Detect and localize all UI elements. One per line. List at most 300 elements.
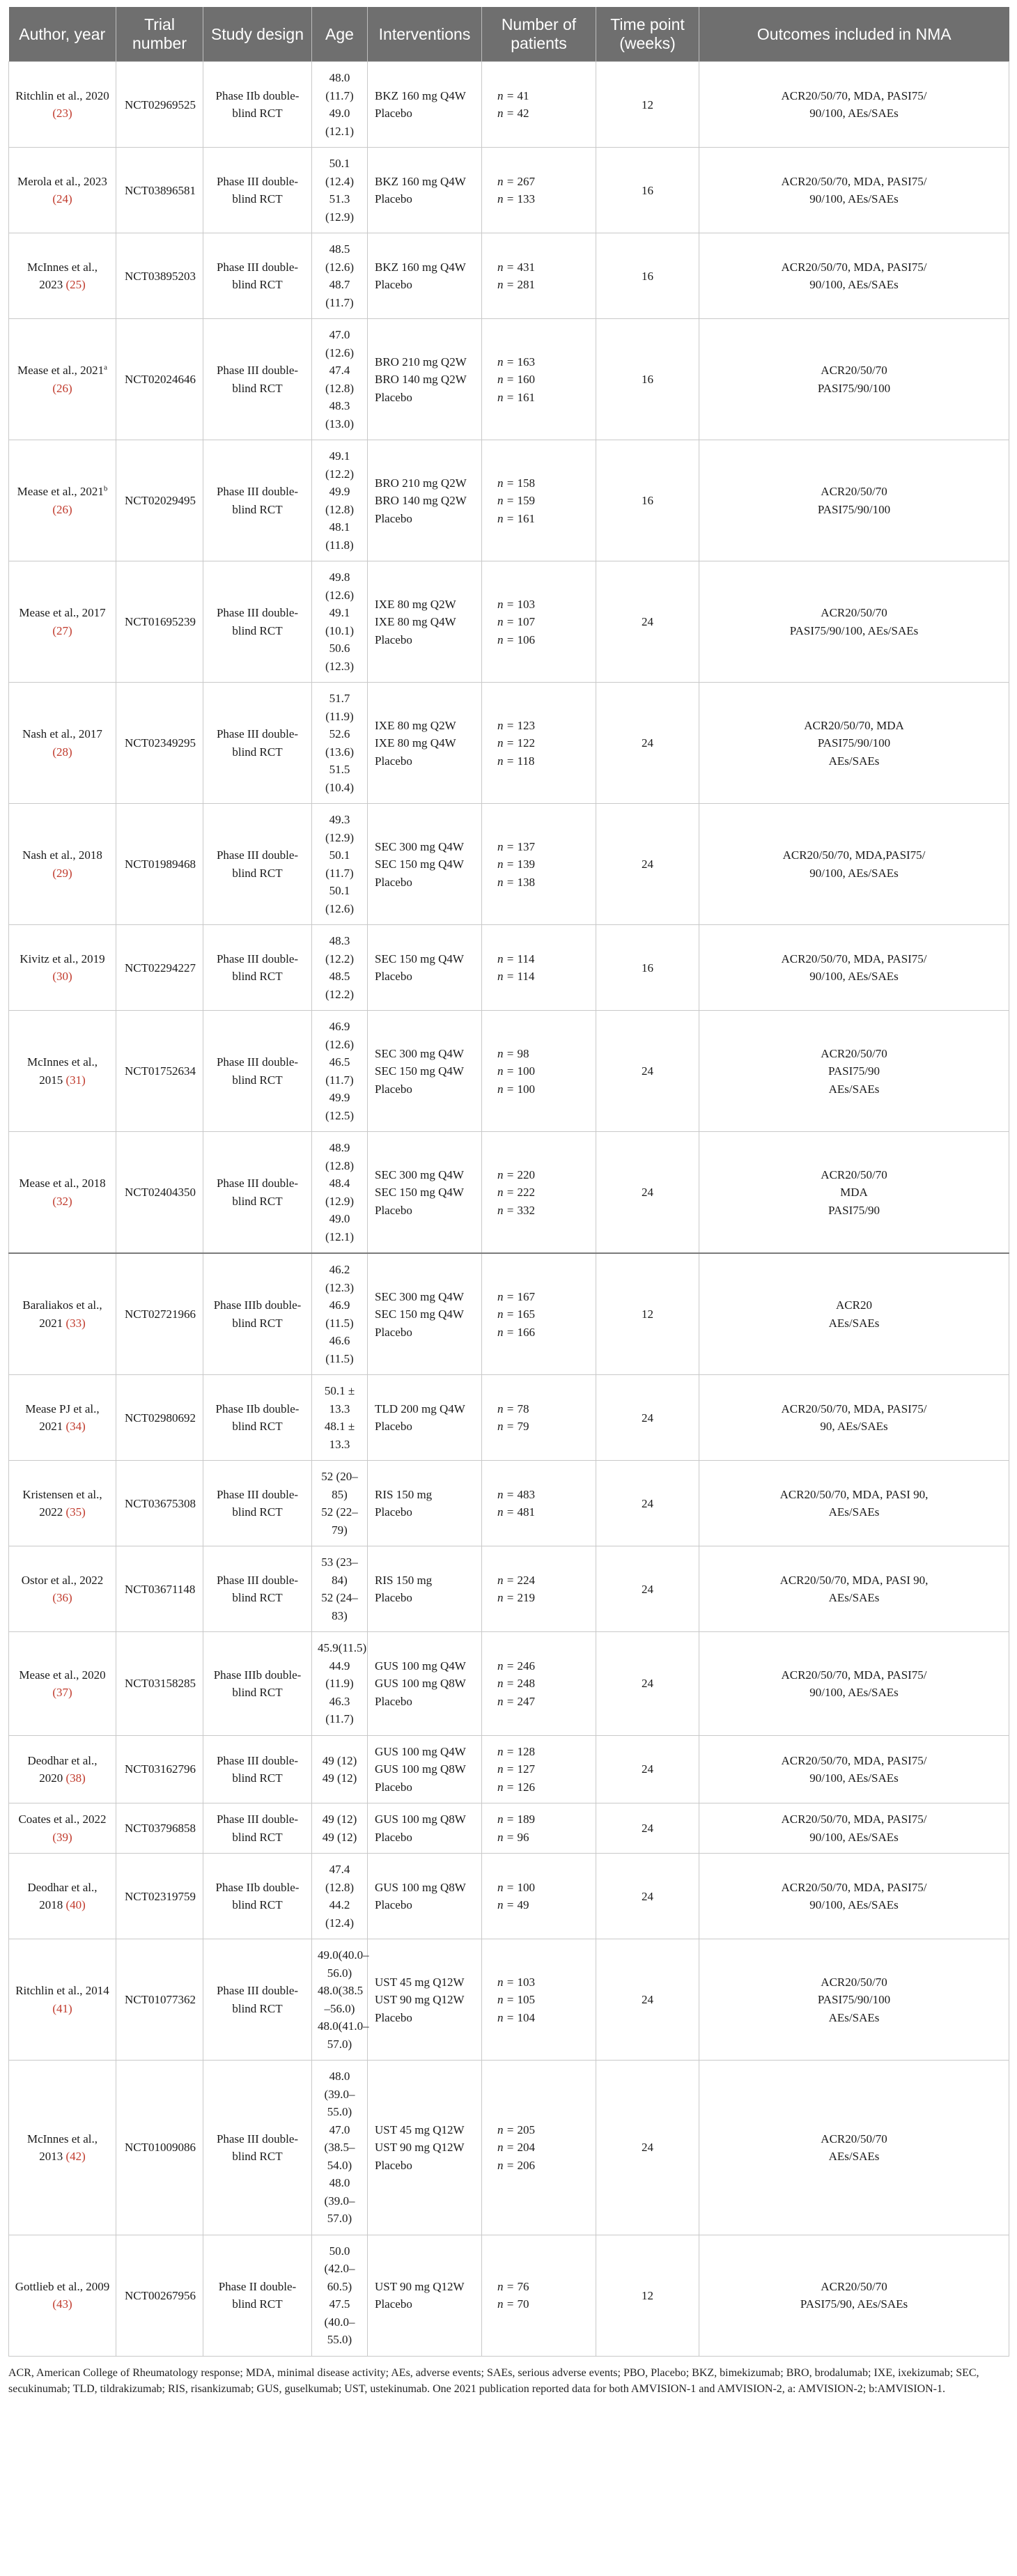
age-line: 49.0 xyxy=(329,1212,350,1226)
age-line: 48.1 ± xyxy=(324,1420,355,1434)
cell-outcomes xyxy=(699,1375,1009,1461)
cell-trial-number: NCT03671148 xyxy=(116,1546,203,1632)
cell-time-point: 16 xyxy=(596,148,699,233)
age-line: (12.5) xyxy=(325,1108,355,1122)
cell-trial-number: NCT02404350 xyxy=(116,1132,203,1254)
reference-link[interactable]: (23) xyxy=(52,107,72,121)
n-prefix: n = xyxy=(497,1780,518,1794)
age-line: 50.1 xyxy=(329,848,350,862)
patient-count-value: 70 xyxy=(517,2297,529,2311)
patient-count xyxy=(497,474,590,492)
table-row xyxy=(9,440,1009,561)
cell-number-of-patients xyxy=(482,925,596,1011)
n-prefix: n = xyxy=(497,1659,518,1673)
n-prefix: n = xyxy=(497,952,518,965)
intervention-line: UST 45 mg Q12W xyxy=(375,1975,465,1989)
header-age: Age xyxy=(312,7,368,62)
reference-link[interactable]: (38) xyxy=(65,1771,86,1785)
age-line: 47.5 xyxy=(329,2297,350,2311)
patient-count-value: 100 xyxy=(517,1880,535,1894)
intervention-line: Placebo xyxy=(375,192,412,206)
age-line: 50.1 xyxy=(329,884,350,898)
cell-number-of-patients xyxy=(482,1632,596,1736)
patient-count xyxy=(497,613,590,631)
cell-outcomes xyxy=(699,2235,1009,2356)
age-line: 44.2 xyxy=(329,1898,350,1912)
patient-count-value: 100 xyxy=(517,1082,535,1096)
n-prefix: n = xyxy=(497,2010,518,2024)
cell-study-design: Phase IIIb double-blind RCT xyxy=(203,1253,312,1375)
n-prefix: n = xyxy=(497,718,518,732)
outcome-line: 90/100, AEs/SAEs xyxy=(809,970,899,984)
outcome-line: 90/100, AEs/SAEs xyxy=(809,1830,899,1844)
table-header-row xyxy=(9,7,1009,62)
reference-link[interactable]: (27) xyxy=(52,623,72,637)
intervention-line: BRO 140 mg Q2W xyxy=(375,373,467,386)
cell-age xyxy=(312,1011,368,1132)
intervention-line: BRO 210 mg Q2W xyxy=(375,476,467,490)
intervention-line: Placebo xyxy=(375,107,412,121)
patient-count xyxy=(497,510,590,528)
intervention-line: Placebo xyxy=(375,1830,412,1844)
author-text: Nash et al., 2018 xyxy=(22,848,102,862)
patient-count-value: 105 xyxy=(517,1993,535,2006)
patient-count xyxy=(497,2121,590,2139)
author-text: Mease et al., 2018 xyxy=(19,1177,106,1190)
outcome-line: ACR20/50/70 xyxy=(821,1167,887,1181)
n-prefix: n = xyxy=(497,278,518,292)
cell-author xyxy=(9,233,116,319)
intervention-line: RIS 150 mg xyxy=(375,1573,433,1587)
age-line: 56.0) xyxy=(327,1966,352,1980)
cell-number-of-patients xyxy=(482,1132,596,1254)
author-text: Mease et al., 2021 xyxy=(17,485,104,499)
patient-count-value: 205 xyxy=(517,2123,535,2136)
age-line: 48.5 xyxy=(329,970,350,984)
age-line: (11.7) xyxy=(325,1712,354,1726)
intervention-line: GUS 100 mg Q4W xyxy=(375,1659,466,1673)
n-prefix: n = xyxy=(497,260,518,274)
cell-age xyxy=(312,1546,368,1632)
cell-author xyxy=(9,1735,116,1803)
cell-time-point: 12 xyxy=(596,2235,699,2356)
age-line: –56.0) xyxy=(324,2001,355,2015)
cell-trial-number: NCT00267956 xyxy=(116,2235,203,2356)
cell-time-point: 24 xyxy=(596,1803,699,1854)
patient-count-value: 122 xyxy=(517,736,535,750)
intervention-line: Placebo xyxy=(375,875,412,889)
intervention-line: Placebo xyxy=(375,278,412,292)
patient-count xyxy=(497,2139,590,2157)
n-prefix: n = xyxy=(497,2297,518,2311)
intervention-line: SEC 300 mg Q4W xyxy=(375,1167,464,1181)
patient-count-value: 41 xyxy=(517,88,529,102)
patient-count-value: 79 xyxy=(517,1420,529,1434)
cell-interventions xyxy=(368,1854,482,1939)
cell-number-of-patients xyxy=(482,1803,596,1854)
patient-count-value: 220 xyxy=(517,1167,535,1181)
cell-age xyxy=(312,2235,368,2356)
outcome-line: ACR20/50/70, MDA, PASI75/ xyxy=(781,1668,927,1682)
n-prefix: n = xyxy=(497,511,518,525)
outcome-line: PASI75/90/100 xyxy=(817,1993,891,2006)
age-line: (13.6) xyxy=(325,745,355,759)
intervention-line: Placebo xyxy=(375,754,412,768)
patient-count-value: 106 xyxy=(517,633,535,646)
outcome-line: ACR20 xyxy=(836,1298,872,1312)
age-line: 47.0 xyxy=(329,2123,350,2136)
n-prefix: n = xyxy=(497,858,518,871)
cell-study-design: Phase III double-blind RCT xyxy=(203,804,312,925)
reference-link[interactable]: (29) xyxy=(52,866,72,880)
n-prefix: n = xyxy=(497,2279,518,2293)
cell-time-point: 24 xyxy=(596,1546,699,1632)
patient-count-value: 139 xyxy=(517,858,535,871)
patient-count xyxy=(497,631,590,649)
header-author: Author, year xyxy=(9,7,116,62)
cell-outcomes xyxy=(699,561,1009,683)
outcome-line: ACR20/50/70, MDA xyxy=(804,718,904,732)
age-line: 50.1 xyxy=(329,157,350,171)
cell-interventions xyxy=(368,62,482,148)
cell-outcomes xyxy=(699,1253,1009,1375)
cell-trial-number: NCT03158285 xyxy=(116,1632,203,1736)
cell-time-point: 24 xyxy=(596,1854,699,1939)
outcome-line: 90, AEs/SAEs xyxy=(820,1420,888,1434)
patient-count xyxy=(497,717,590,735)
patient-count-value: 281 xyxy=(517,278,535,292)
intervention-line: Placebo xyxy=(375,1780,412,1794)
cell-author xyxy=(9,1132,116,1254)
reference-link[interactable]: (34) xyxy=(65,1420,86,1434)
cell-outcomes xyxy=(699,1939,1009,2061)
cell-author xyxy=(9,440,116,561)
outcome-line: PASI75/90/100 xyxy=(817,736,891,750)
n-prefix: n = xyxy=(497,1046,518,1060)
age-line: (12.8) xyxy=(325,502,355,516)
outcome-line: ACR20/50/70, MDA, PASI75/ xyxy=(781,952,927,965)
cell-time-point: 24 xyxy=(596,1461,699,1546)
cell-trial-number: NCT03896581 xyxy=(116,148,203,233)
age-line: (12.9) xyxy=(325,1194,355,1208)
patient-count-value: 128 xyxy=(517,1744,535,1758)
cell-study-design: Phase III double-blind RCT xyxy=(203,1011,312,1132)
cell-study-design: Phase III double-blind RCT xyxy=(203,319,312,440)
table-row xyxy=(9,1375,1009,1461)
patient-count-value: 104 xyxy=(517,2010,535,2024)
age-line: 48.0 xyxy=(329,2070,350,2084)
patient-count-value: 96 xyxy=(517,1830,529,1844)
patient-count xyxy=(497,389,590,407)
age-line: 51.3 xyxy=(329,192,350,206)
age-line: (12.1) xyxy=(325,1229,355,1243)
n-prefix: n = xyxy=(497,1880,518,1894)
cell-interventions xyxy=(368,1375,482,1461)
intervention-line: BRO 210 mg Q2W xyxy=(375,355,467,368)
cell-time-point: 24 xyxy=(596,804,699,925)
cell-study-design: Phase III double-blind RCT xyxy=(203,2061,312,2235)
intervention-line: BKZ 160 mg Q4W xyxy=(375,260,466,274)
cell-trial-number: NCT02024646 xyxy=(116,319,203,440)
n-prefix: n = xyxy=(497,970,518,984)
patient-count-value: 206 xyxy=(517,2158,535,2172)
cell-time-point: 24 xyxy=(596,1011,699,1132)
outcome-line: AEs/SAEs xyxy=(828,1316,880,1330)
cell-outcomes xyxy=(699,1132,1009,1254)
intervention-line: GUS 100 mg Q8W xyxy=(375,1677,466,1691)
cell-number-of-patients xyxy=(482,683,596,804)
outcome-line: PASI75/90, AEs/SAEs xyxy=(800,2297,908,2311)
patient-count xyxy=(497,1657,590,1675)
outcome-line: ACR20/50/70, MDA, PASI75/ xyxy=(781,88,927,102)
age-line: (11.7) xyxy=(325,1073,354,1087)
age-line: 49.0(40.0– xyxy=(318,1948,369,1962)
intervention-line: Placebo xyxy=(375,1420,412,1434)
outcome-line: ACR20/50/70 xyxy=(821,606,887,620)
n-prefix: n = xyxy=(497,1813,518,1826)
cell-age xyxy=(312,62,368,148)
age-line: (12.2) xyxy=(325,987,355,1001)
reference-link[interactable]: (40) xyxy=(65,1898,86,1912)
age-line: (12.6) xyxy=(325,588,355,602)
intervention-line: IXE 80 mg Q4W xyxy=(375,615,456,628)
cell-author xyxy=(9,1461,116,1546)
author-text: Deodhar et al., 2020 xyxy=(27,1753,98,1785)
intervention-line: IXE 80 mg Q4W xyxy=(375,736,456,750)
outcome-line: PASI75/90/100 xyxy=(817,502,891,516)
patient-count-value: 123 xyxy=(517,718,535,732)
author-text: Deodhar et al., 2018 xyxy=(27,1880,98,1912)
n-prefix: n = xyxy=(497,597,518,611)
outcome-line: AEs/SAEs xyxy=(828,1505,880,1519)
age-line: (12.3) xyxy=(325,659,355,673)
cell-study-design: Phase III double-blind RCT xyxy=(203,1735,312,1803)
age-line: 48.4 xyxy=(329,1177,350,1190)
intervention-line: Placebo xyxy=(375,2010,412,2024)
age-line: 85) xyxy=(332,1487,348,1501)
reference-link[interactable]: (39) xyxy=(52,1830,72,1844)
outcome-line: ACR20/50/70 xyxy=(821,2279,887,2293)
age-line: 46.2 xyxy=(329,1263,350,1277)
n-prefix: n = xyxy=(497,1420,518,1434)
table-body xyxy=(9,62,1009,2357)
outcome-line: 90/100, AEs/SAEs xyxy=(809,192,899,206)
n-prefix: n = xyxy=(497,736,518,750)
patient-count-value: 483 xyxy=(517,1487,535,1501)
cell-age xyxy=(312,1854,368,1939)
n-prefix: n = xyxy=(497,1308,518,1321)
cell-interventions xyxy=(368,148,482,233)
patient-count xyxy=(497,1896,590,1914)
age-line: (40.0– xyxy=(324,2315,355,2329)
reference-link[interactable]: (26) xyxy=(52,502,72,516)
reference-link[interactable]: (30) xyxy=(52,970,72,984)
age-line: (11.7) xyxy=(325,88,354,102)
author-text: Ritchlin et al., 2014 xyxy=(15,1984,109,1998)
age-line: (11.9) xyxy=(325,1677,354,1691)
patient-count xyxy=(497,2009,590,2027)
reference-link[interactable]: (37) xyxy=(52,1686,72,1699)
intervention-line: SEC 300 mg Q4W xyxy=(375,1046,464,1060)
patient-count-value: 161 xyxy=(517,511,535,525)
author-text: Baraliakos et al., 2021 xyxy=(22,1298,102,1330)
intervention-line: Placebo xyxy=(375,1591,412,1605)
age-line: 48.0 xyxy=(329,2176,350,2190)
cell-author xyxy=(9,804,116,925)
age-line: 49 (12) xyxy=(322,1813,357,1826)
patient-count xyxy=(497,1418,590,1436)
header-study-design: Study design xyxy=(203,7,312,62)
reference-link[interactable]: (42) xyxy=(65,2150,86,2163)
patient-count xyxy=(497,258,590,277)
cell-study-design: Phase III double-blind RCT xyxy=(203,1939,312,2061)
author-superscript: b xyxy=(103,484,108,493)
reference-link[interactable]: (28) xyxy=(52,745,72,759)
cell-number-of-patients xyxy=(482,1939,596,2061)
n-prefix: n = xyxy=(497,1830,518,1844)
patient-count xyxy=(497,1572,590,1590)
age-line: (39.0– xyxy=(324,2194,355,2208)
outcome-line: 90/100, AEs/SAEs xyxy=(809,1771,899,1785)
age-line: (12.9) xyxy=(325,210,355,224)
reference-link[interactable]: (31) xyxy=(65,1073,86,1087)
n-prefix: n = xyxy=(497,88,518,102)
patient-count xyxy=(497,2295,590,2313)
outcome-line: ACR20/50/70, MDA, PASI 90, xyxy=(779,1487,929,1501)
patient-count xyxy=(497,1288,590,1306)
cell-author xyxy=(9,1939,116,2061)
cell-outcomes xyxy=(699,1735,1009,1803)
patient-count-value: 42 xyxy=(517,107,529,121)
author-text: Kristensen et al., 2022 xyxy=(22,1487,102,1519)
cell-time-point: 16 xyxy=(596,925,699,1011)
patient-count-value: 103 xyxy=(517,1975,535,1989)
intervention-line: Placebo xyxy=(375,2158,412,2172)
cell-outcomes xyxy=(699,148,1009,233)
reference-link[interactable]: (25) xyxy=(65,278,86,292)
cell-time-point: 16 xyxy=(596,319,699,440)
reference-link[interactable]: (35) xyxy=(65,1505,86,1519)
table-row xyxy=(9,683,1009,804)
cell-trial-number: NCT02721966 xyxy=(116,1253,203,1375)
reference-link[interactable]: (43) xyxy=(52,2297,72,2311)
intervention-line: UST 90 mg Q12W xyxy=(375,2279,465,2293)
patient-count-value: 165 xyxy=(517,1308,535,1321)
age-line: 51.7 xyxy=(329,692,350,706)
cell-outcomes xyxy=(699,1854,1009,1939)
author-text: Kivitz et al., 2019 xyxy=(20,952,105,965)
cell-interventions xyxy=(368,1011,482,1132)
n-prefix: n = xyxy=(497,615,518,628)
author-text: Ritchlin et al., 2020 xyxy=(15,88,109,102)
patient-count-value: 161 xyxy=(517,390,535,404)
n-prefix: n = xyxy=(497,1325,518,1339)
intervention-line: BRO 140 mg Q2W xyxy=(375,494,467,507)
age-line: 48.7 xyxy=(329,278,350,292)
cell-age xyxy=(312,440,368,561)
age-line: 49 (12) xyxy=(322,1753,357,1767)
header-interventions: Interventions xyxy=(368,7,482,62)
cell-study-design: Phase IIb double-blind RCT xyxy=(203,62,312,148)
cell-number-of-patients xyxy=(482,1735,596,1803)
patient-count-value: 133 xyxy=(517,192,535,206)
patient-count xyxy=(497,2278,590,2296)
patient-count-value: 267 xyxy=(517,174,535,188)
cell-outcomes xyxy=(699,1011,1009,1132)
patient-count xyxy=(497,104,590,123)
age-line: 50.0 xyxy=(329,2244,350,2258)
author-text: Mease et al., 2021 xyxy=(17,364,104,378)
table-row xyxy=(9,1461,1009,1546)
age-line: 48.0(41.0– xyxy=(318,2019,369,2033)
cell-time-point: 24 xyxy=(596,1735,699,1803)
patient-count-value: 118 xyxy=(517,754,535,768)
age-line: 51.5 xyxy=(329,763,350,777)
reference-link[interactable]: (32) xyxy=(52,1194,72,1208)
patient-count xyxy=(497,1305,590,1324)
age-line: 50.1 ± xyxy=(324,1384,355,1398)
age-line: (12.4) xyxy=(325,174,355,188)
cell-trial-number: NCT02294227 xyxy=(116,925,203,1011)
table-row xyxy=(9,233,1009,319)
patient-count xyxy=(497,1778,590,1797)
n-prefix: n = xyxy=(497,1505,518,1519)
outcome-line: ACR20/50/70, MDA, PASI75/ xyxy=(781,1753,927,1767)
n-prefix: n = xyxy=(497,1744,518,1758)
reference-link[interactable]: (26) xyxy=(52,381,72,395)
patient-count-value: 431 xyxy=(517,260,535,274)
patient-count-value: 126 xyxy=(517,1780,535,1794)
cell-outcomes xyxy=(699,233,1009,319)
age-line: (11.7) xyxy=(325,866,354,880)
patient-count xyxy=(497,492,590,510)
patient-count-value: 98 xyxy=(517,1046,529,1060)
cell-interventions xyxy=(368,1803,482,1854)
patient-count xyxy=(497,1184,590,1202)
reference-link[interactable]: (41) xyxy=(52,2001,72,2015)
cell-interventions xyxy=(368,925,482,1011)
author-text: Mease et al., 2020 xyxy=(19,1668,106,1682)
cell-outcomes xyxy=(699,1546,1009,1632)
n-prefix: n = xyxy=(497,633,518,646)
intervention-line: Placebo xyxy=(375,1082,412,1096)
author-superscript: a xyxy=(104,363,108,372)
age-line: (11.5) xyxy=(325,1351,354,1365)
patient-count xyxy=(497,1829,590,1847)
n-prefix: n = xyxy=(497,390,518,404)
age-line: (12.1) xyxy=(325,124,355,138)
cell-interventions xyxy=(368,1632,482,1736)
patient-count xyxy=(497,1166,590,1184)
age-line: 49.3 xyxy=(329,813,350,827)
reference-link[interactable]: (36) xyxy=(52,1591,72,1605)
reference-link[interactable]: (33) xyxy=(65,1316,86,1330)
reference-link[interactable]: (24) xyxy=(52,192,72,206)
intervention-line: Placebo xyxy=(375,390,412,404)
n-prefix: n = xyxy=(497,1203,518,1217)
outcome-line: PASI75/90/100 xyxy=(817,381,891,395)
outcome-line: ACR20/50/70, MDA, PASI75/ xyxy=(781,1880,927,1894)
cell-age xyxy=(312,1735,368,1803)
patient-count xyxy=(497,371,590,389)
patient-count-value: 166 xyxy=(517,1325,535,1339)
cell-interventions xyxy=(368,1253,482,1375)
cell-interventions xyxy=(368,2061,482,2235)
patient-count-value: 76 xyxy=(517,2279,529,2293)
n-prefix: n = xyxy=(497,1677,518,1691)
age-line: 48.3 xyxy=(329,399,350,413)
patient-count xyxy=(497,838,590,856)
